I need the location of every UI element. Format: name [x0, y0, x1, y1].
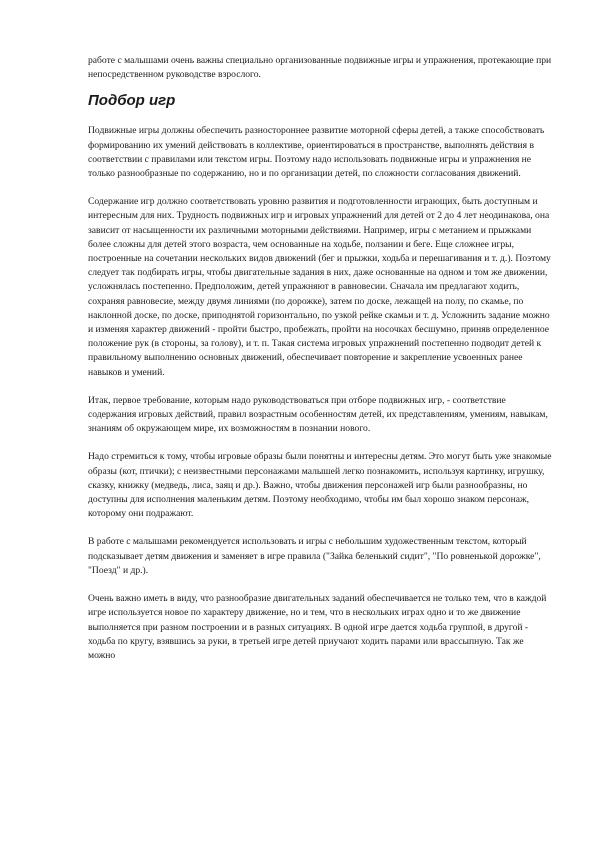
document-body — [88, 54, 553, 677]
paragraph-4: Надо стремиться к тому, чтобы игровые образы были понятны и интересны детям. Это могут быть уже знакомые образы (кот, птички); с неизвестными персонажами малышей легко познакомить, используя картинку, игрушку, сказку, книжку (медведь, лиса, заяц и др.). Важно, чтобы движения персонажей игр были разнообразны, но доступны для исполнения маленьким детям. Поэтому необходимо, чтобы им был хорошо знаком персонаж, которому они подражают. — [88, 451, 552, 520]
intro-paragraph: работе с малышами очень важны специально организованные подвижные игры и упражнения, протекающие при непосредственном руководстве взрослого. — [88, 55, 552, 81]
paragraph-2: Содержание игр должно соответствовать уровню развития и подготовленности играющих, быть доступным и интересным для них. Трудность подвижных игр и игровых упражнений для детей от 2 до 4 лет неодинакова, она зависит от насыщенности их различными моторными действиями. Например, игры с метанием и прыжками более сложны для детей этого возраста, чем основанные на ходьбе, ползании и беге. Еще сложнее игры, построенные на сочетании нескольких видов движений (бег и прыжки, ходьба и перешагивания и т. д.). Поэтому следует так подбирать игры, чтобы двигательные задания в них, даже основанные на одном и том же движении, усложнялась постепенно. Предположим, детей упражняют в равновесии. Сначала им предлагают ходить, сохраняя равновесие, между двумя линиями (по дорожке), затем по доске, лежащей на полу, по скамье, по наклонной доске, по доске, приподнятой горизонтально, по узкой рейке скамьи и т. д. Усложнить задание можно и изменяя характер движений - пройти быстро, пробежать, пройти на носочках бесшумно, приняв определенное положение рук (в стороны, за голову), и т. п. Такая система игровых упражнений постепенно подводит детей к правильному выполнению основных движений, обеспечивает повторение и закрепление усвоенных ранее навыков и умений. — [88, 196, 551, 378]
section-heading: Подбор игр — [88, 92, 176, 110]
paragraph-6: Очень важно иметь в виду, что разнообразие двигательных заданий обеспечивается не только тем, что в каждой игре используется новое по характеру движение, но и тем, что в нескольких играх одно и то же движение выполняется при разном построении и в разных ситуациях. В одной игре дается ходьба группой, в другой - ходьба по кругу, взявшись за руки, в третьей игре детей приучают ходить парами или врассыпную. Так же можно — [88, 593, 547, 661]
paragraph-5: В работе с малышами рекомендуется использовать и игры с небольшим художественным текстом, который подсказывает детям движения и заменяет в игре правила ("Зайка беленький сидит", "По ровненькой дорожке", "Поезд" и др.). — [88, 536, 541, 576]
paragraph-1: Подвижные игры должны обеспечить разностороннее развитие моторной сферы детей, а также способствовать формированию их умений действовать в коллективе, ориентироваться в пространстве, выполнять действия в соответствии с правилами или текстом игры. Поэтому надо использовать подвижные игры и упражнения не только разнообразные по содержанию, но и по организации детей, по сложности согласования движений. — [88, 125, 545, 180]
paragraph-3: Итак, первое требование, которым надо руководствоваться при отборе подвижных игр, - соответствие содержания игровых действий, правил возрастным особенностям детей, их представлениям, умениям, навыкам, знаниям об окружающем мире, их возможностям в познании нового. — [88, 394, 548, 435]
